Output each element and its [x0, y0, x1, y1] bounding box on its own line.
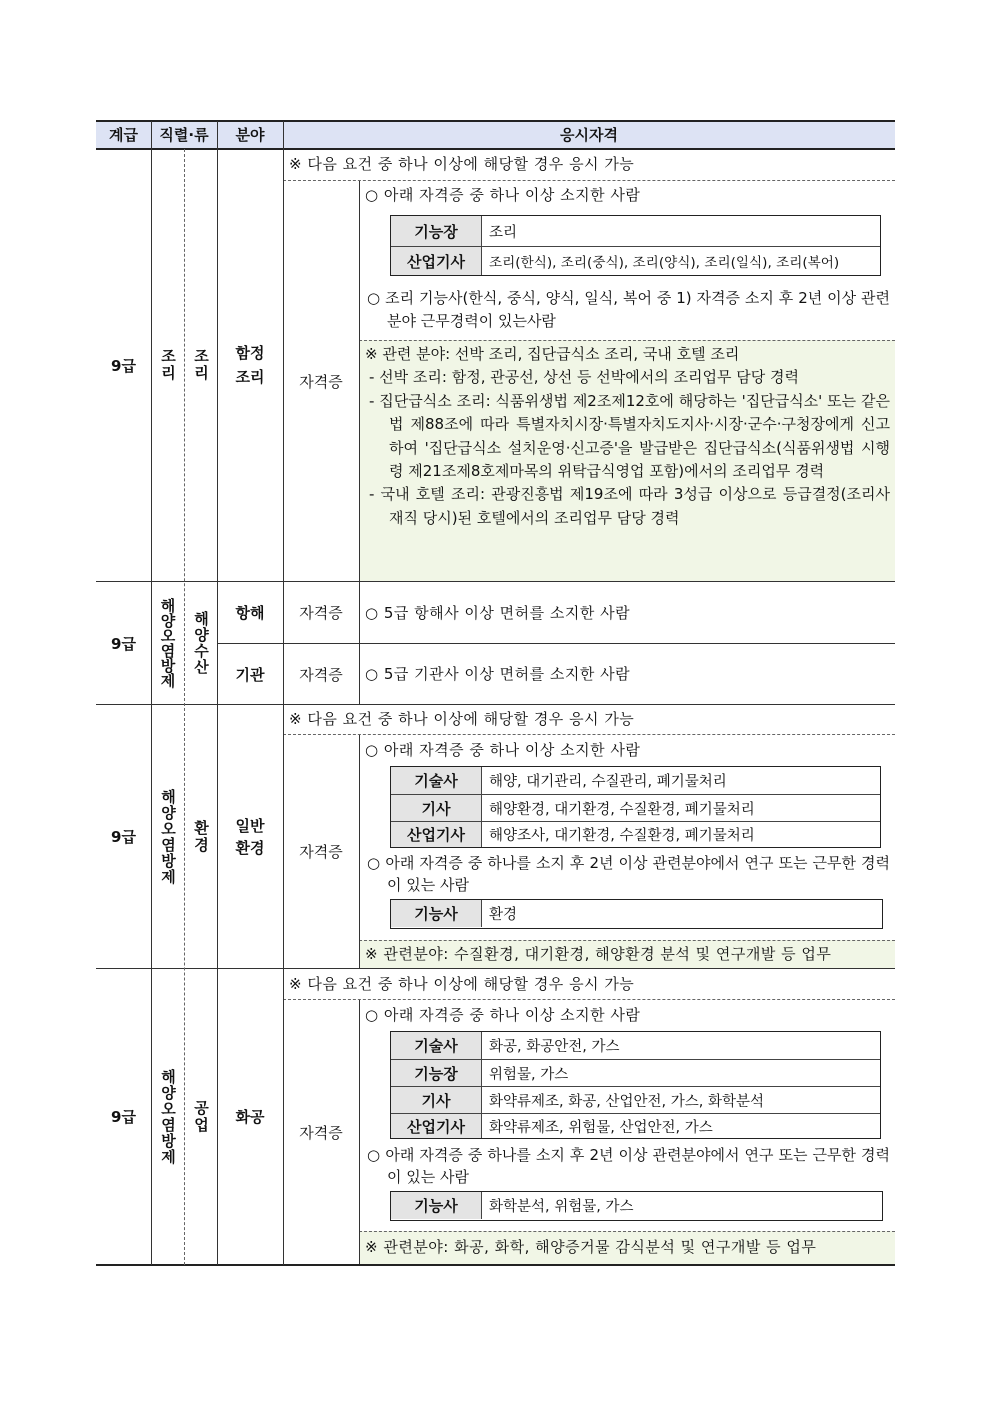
row3-series-a [151, 705, 184, 968]
row2-series-a [151, 582, 184, 704]
row4-cond1: ○ 아래 자격증 중 하나 이상 소지한 사람 [365, 1006, 641, 1024]
row4-related: ※ 관련분야: 화공, 화학, 해양증거물 감식분석 및 연구개발 등 업무 [365, 1238, 817, 1256]
row3-cert-table [390, 766, 881, 848]
row2-field-eng: 기관 [235, 665, 265, 684]
row3-related: ※ 관련분야: 수질환경, 대기환경, 해양환경 분석 및 연구개발 등 업무 [365, 945, 832, 963]
row3-field-text: 일반환경 [235, 816, 265, 857]
row2-text-nav: ○ 5급 항해사 이상 면허를 소지한 사람 [365, 604, 631, 622]
related-item: - 국내 호텔 조리: 관광진흥법 제19조에 따라 3성급 이상으로 등급결정(조리사 재직 당시)된 호텔에서의 조리업무 담당 경력 [369, 485, 890, 527]
cert-level: 기사 [391, 1087, 482, 1114]
cert-names: 조리 [489, 224, 518, 241]
cert-names: 해양조사, 대기환경, 수질환경, 폐기물처리 [489, 828, 755, 844]
cert-row [391, 794, 880, 822]
cert-row [391, 1032, 880, 1059]
row3-series-a-text: 해양오염방제 [159, 788, 177, 885]
header-field: 분야 [235, 126, 265, 144]
row1-note-top: ※ 다음 요건 중 하나 이상에 해당할 경우 응시 가능 [289, 155, 635, 173]
row2-text-eng: ○ 5급 기관사 이상 면허를 소지한 사람 [365, 665, 631, 683]
header-grade: 계급 [109, 126, 138, 144]
row4-cond2-text: ○ 아래 자격증 중 하나를 소지 후 2년 이상 관련분야에서 연구 또는 근무한 경력이 있는 사람 [367, 1146, 890, 1186]
cert-level: 기사 [391, 795, 482, 822]
row4-grade: 9급 [111, 1108, 136, 1126]
row3-series-b-text: 환경 [192, 819, 210, 854]
cert-level: 산업기사 [391, 247, 482, 275]
row3-grade: 9급 [111, 828, 136, 846]
row1-cond1: ○ 아래 자격증 중 하나 이상 소지한 사람 [365, 186, 641, 204]
cert-row [391, 1059, 880, 1087]
cert-row [391, 1086, 880, 1114]
row1-related-title: ※ 관련 분야: 선박 조리, 집단급식소 조리, 국내 호텔 조리 [365, 345, 740, 363]
row2-series-a-text: 해양오염방제 [158, 598, 177, 688]
cert-names: 환경 [489, 907, 518, 923]
row3-cond2-text: ○ 아래 자격증 중 하나를 소지 후 2년 이상 관련분야에서 연구 또는 근무한 경력이 있는 사람 [367, 854, 890, 894]
row3-cert-table2 [390, 899, 883, 929]
row4-series-a [151, 969, 184, 1264]
row4-series-b-text: 공업 [192, 1099, 210, 1134]
row4-series-a-text: 해양오염방제 [159, 1068, 177, 1165]
cert-row [391, 821, 880, 847]
cert-names: 화학분석, 위험물, 가스 [489, 1199, 634, 1215]
row1-series-b-text: 조리 [192, 348, 210, 382]
cert-names: 조리(한식), 조리(중식), 조리(양식), 조리(일식), 조리(복어) [489, 255, 840, 271]
related-item: - 집단급식소 조리: 식품위생법 제2조제12호에 해당하는 '집단급식소' 또는 같은 법 제88조에 따라 특별자치시장·특별자치도지사·시장·군수·구청장에게 신고하여 '집단급식소 설치운영·신고증'을 발급받은 집단급식소(식품위생법 시행령 제21조제8호제마목의 위탁급식영업 포함)에서의 조리업무 경력 [369, 391, 890, 481]
related-item: - 선박 조리: 함정, 관공선, 상선 등 선박에서의 조리업무 담당 경력 [369, 368, 799, 387]
row1-related [365, 343, 890, 530]
row4-series-b [184, 969, 217, 1264]
row2-field-nav: 항해 [235, 604, 265, 622]
row3-cond2 [365, 852, 890, 896]
row1-field-text: 함정조리 [235, 344, 265, 386]
row4-cert-table2 [390, 1191, 883, 1221]
cert-names: 해양환경, 대기환경, 수질환경, 폐기물처리 [489, 802, 755, 818]
row2-label-nav: 자격증 [299, 604, 343, 622]
row3-cond1: ○ 아래 자격증 중 하나 이상 소지한 사람 [365, 741, 641, 759]
row2-series-b [184, 582, 217, 704]
row4-cert-table [390, 1031, 881, 1139]
row3-field [217, 705, 283, 968]
row3-label: 자격증 [299, 843, 343, 861]
header-qualification: 응시자격 [560, 126, 618, 144]
row4-label: 자격증 [299, 1123, 343, 1142]
cert-row [391, 767, 880, 794]
cert-level: 기능장 [391, 216, 482, 246]
row3-series-b [184, 705, 217, 968]
row1-label: 자격증 [299, 372, 343, 391]
cert-level: 기술사 [391, 767, 482, 794]
cert-level: 기능장 [391, 1060, 482, 1087]
cert-row [391, 216, 880, 246]
row2-grade: 9급 [111, 634, 136, 653]
cert-names: 화약류제조, 위험물, 산업안전, 가스 [489, 1119, 713, 1136]
row3-note-top: ※ 다음 요건 중 하나 이상에 해당할 경우 응시 가능 [289, 710, 635, 728]
cert-level: 산업기사 [391, 822, 482, 847]
row1-cond2-text: ○ 조리 기능사(한식, 중식, 양식, 일식, 복어 중 1) 자격증 소지 후 2년 이상 관련분야 근무경력이 있는사람 [367, 289, 890, 330]
cert-row [391, 246, 880, 275]
cert-level: 산업기사 [391, 1114, 482, 1138]
cert-row [391, 900, 882, 927]
cert-row [391, 1192, 882, 1219]
row1-cond2 [365, 287, 890, 333]
cert-names: 화약류제조, 화공, 산업안전, 가스, 화학분석 [489, 1094, 764, 1110]
row1-series-a-text: 조리 [159, 348, 177, 382]
cert-names: 해양, 대기관리, 수질관리, 폐기물처리 [489, 774, 727, 790]
cert-names: 화공, 화공안전, 가스 [489, 1039, 620, 1055]
cert-level: 기술사 [391, 1032, 482, 1059]
cert-names: 위험물, 가스 [489, 1067, 569, 1083]
row2-series-b-text: 해양수산 [192, 611, 210, 675]
cert-level: 기능사 [391, 1192, 482, 1219]
row1-series-a [151, 149, 184, 581]
row1-grade: 9급 [111, 356, 136, 375]
row1-cert-table [390, 215, 881, 276]
row4-field: 화공 [235, 1108, 265, 1126]
row4-note-top: ※ 다음 요건 중 하나 이상에 해당할 경우 응시 가능 [289, 975, 635, 993]
row1-series-b [184, 149, 217, 581]
cert-level: 기능사 [391, 900, 482, 927]
row4-cond2 [365, 1144, 890, 1188]
cert-row [391, 1113, 880, 1138]
row2-label-eng: 자격증 [299, 665, 343, 684]
row1-field [217, 149, 283, 581]
header-series: 직렬·류 [159, 126, 209, 144]
